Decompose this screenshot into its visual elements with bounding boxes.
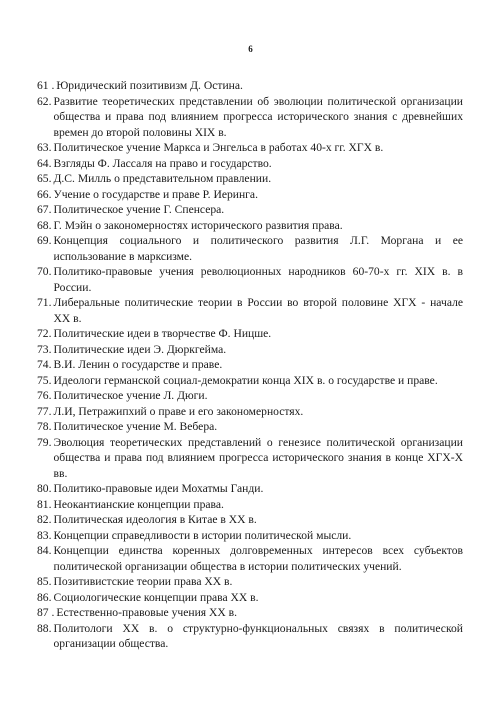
item-text: Эволюция теоретических представлений о генезисе политической организации общества и права под влиянием прогресса исторического знания в конце ХГХ-Х вв.	[53, 435, 463, 480]
item-text: Политические идеи в творчестве Ф. Ницше.	[53, 327, 272, 340]
item-number: 69.	[37, 234, 52, 247]
item-text: Юридический позитивизм Д. Остина.	[56, 79, 243, 92]
item-text: Идеологи германской социал-демократии конца XIX в. о государстве и праве.	[53, 373, 438, 387]
item-number: 81.	[37, 497, 52, 511]
list-item	[37, 543, 463, 574]
item-number: 80.	[37, 482, 52, 495]
item-text: Концепции справедливости в истории политической мысли.	[53, 528, 352, 542]
item-text: Взгляды Ф. Лассаля на право и государство.	[53, 156, 272, 170]
item-number: 78.	[37, 420, 52, 433]
list-item	[37, 590, 463, 606]
item-number: 82.	[37, 513, 52, 526]
item-text: Концепции единства коренных долговременных интересов всех субъектов политической организации общества в истории политических учений.	[53, 544, 463, 573]
list-item	[37, 94, 463, 141]
item-text: Политическое учение Л. Дюги.	[53, 389, 208, 402]
list-item	[37, 342, 463, 358]
page-number: 6	[248, 44, 253, 54]
item-number: 65.	[37, 172, 52, 185]
item-text: Неокантианские концепции права.	[53, 497, 224, 511]
list-item	[37, 78, 463, 94]
list-item	[37, 295, 463, 326]
item-number: 76.	[37, 389, 52, 402]
item-text: В.И. Ленин о государстве и праве.	[53, 358, 223, 371]
list-item	[37, 497, 463, 513]
list-item	[37, 326, 463, 342]
list-item	[37, 264, 463, 295]
item-text: Либеральные политические теории в России во второй половине ХГХ - начале XX в.	[53, 296, 463, 325]
list-item	[37, 357, 463, 373]
item-number: 62.	[37, 94, 52, 108]
item-text: Концепция социального и политического развития Л.Г. Моргана и ее использование в марксизме.	[53, 234, 463, 263]
item-text: Г. Мэйн о закономерностях исторического развития права.	[53, 218, 343, 232]
list-item	[37, 512, 463, 528]
item-text: Политическая идеология в Китае в XX в.	[53, 513, 257, 526]
item-text: Политико-правовые идеи Мохатмы Ганди.	[53, 482, 264, 495]
item-number: 64.	[37, 156, 52, 170]
item-number: 72.	[37, 327, 52, 340]
item-number: 79.	[37, 435, 52, 449]
list-item	[37, 481, 463, 497]
list-item	[37, 388, 463, 404]
item-number: 61 .	[37, 79, 55, 92]
item-number: 77.	[37, 404, 52, 418]
item-number: 74.	[37, 358, 52, 371]
list-item	[37, 404, 463, 420]
item-number: 67.	[37, 203, 52, 216]
item-text: Политические идеи Э. Дюркгейма.	[53, 342, 227, 356]
list-item	[37, 605, 463, 621]
list-item	[37, 621, 463, 652]
list-item	[37, 202, 463, 218]
item-text: Политическое учение Маркса и Энгельса в работах 40-х гг. ХГХ в.	[53, 141, 384, 154]
list-item	[37, 373, 463, 389]
item-number: 71.	[37, 296, 52, 309]
list-item	[37, 171, 463, 187]
item-number: 75.	[37, 373, 52, 387]
item-text: Политическое учение М. Вебера.	[53, 420, 218, 433]
item-number: 73.	[37, 342, 52, 356]
item-number: 85.	[37, 575, 52, 588]
item-text: Политико-правовые учения революционных народников 60-70-х гг. XIX в. в России.	[53, 265, 463, 294]
item-text: Д.С. Милль о представительном правлении.	[53, 172, 272, 185]
item-text: Л.И, Петражипхий о праве и его закономерностях.	[53, 404, 304, 418]
list-item	[37, 218, 463, 234]
item-text: Политическое учение Г. Спенсера.	[53, 203, 225, 216]
item-number: 88.	[37, 621, 52, 635]
list-item	[37, 140, 463, 156]
list-item	[37, 435, 463, 482]
item-number: 86.	[37, 590, 52, 604]
item-text: Позитивистские теории права XX в.	[53, 575, 233, 588]
topic-list	[37, 78, 463, 652]
list-item	[37, 528, 463, 544]
item-text: Социологические концепции права XX в.	[53, 590, 259, 604]
item-number: 63.	[37, 141, 52, 154]
list-item	[37, 156, 463, 172]
item-number: 83.	[37, 528, 52, 542]
item-text: Политологи XX в. о структурно-функциональных связях в политической организации общества.	[53, 621, 463, 650]
item-number: 70.	[37, 265, 52, 278]
item-number: 66.	[37, 187, 52, 201]
item-text: Развитие теоретических представлении об эволюции политической организации общества и права под влиянием прогресса исторического знания с древнейших времен до второй половины XIX в.	[53, 94, 463, 139]
item-number: 87 .	[37, 606, 55, 619]
list-item	[37, 187, 463, 203]
item-number: 68.	[37, 218, 52, 232]
item-text: Естественно-правовые учения XX в.	[56, 606, 238, 619]
item-text: Учение о государстве и праве Р. Иеринга.	[53, 187, 258, 201]
list-item	[37, 574, 463, 590]
list-item	[37, 233, 463, 264]
list-item	[37, 419, 463, 435]
item-number: 84.	[37, 544, 52, 557]
